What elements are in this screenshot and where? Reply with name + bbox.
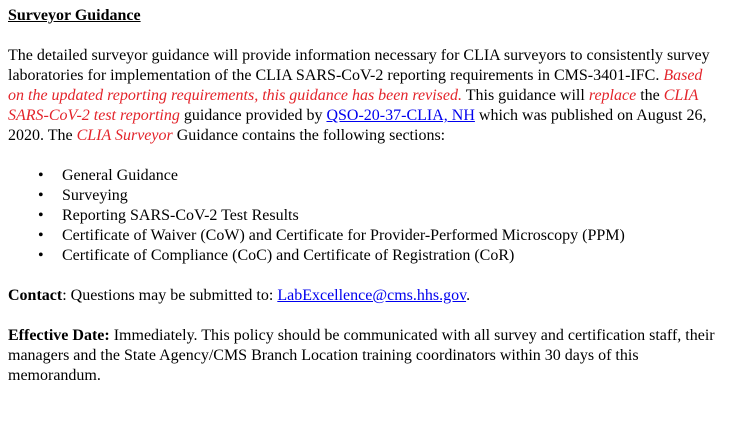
- intro-text-5: which was published on August 26, 2020. The: [8, 107, 707, 144]
- effective-date-paragraph: [8, 326, 721, 386]
- intro-text-6: Guidance contains the following sections:: [176, 127, 446, 144]
- intro-text-3: the: [640, 87, 660, 104]
- list-item-label: Reporting SARS-CoV-2 Test Results: [62, 207, 299, 224]
- contact-label: Contact: [8, 287, 63, 304]
- list-item-label: Certificate of Compliance (CoC) and Certificate of Registration (CoR): [62, 247, 515, 264]
- bullet-icon: •: [38, 187, 44, 204]
- list-item: [8, 246, 721, 266]
- list-item-label: Certificate of Waiver (CoW) and Certificate for Provider-Performed Microscopy (PPM): [62, 227, 625, 244]
- qso-memo-link[interactable]: QSO-20-37-CLIA, NH: [326, 107, 475, 124]
- bullet-icon: •: [38, 227, 44, 244]
- list-item: [8, 206, 721, 226]
- list-item: [8, 226, 721, 246]
- section-heading: Surveyor Guidance: [8, 7, 141, 24]
- revised-note: Based on the updated reporting requirements, this guidance has been revised.: [8, 67, 703, 104]
- list-item: [8, 186, 721, 206]
- bullet-icon: •: [38, 247, 44, 264]
- effective-date-label: Effective Date:: [8, 327, 110, 344]
- intro-text-4: guidance provided by: [183, 107, 323, 124]
- test-reporting-emphasis: CLIA SARS-CoV-2 test reporting: [8, 87, 699, 124]
- bullet-icon: •: [38, 207, 44, 224]
- list-item-label: General Guidance: [62, 167, 178, 184]
- intro-text-1: The detailed surveyor guidance will provide information necessary for CLIA surveyors to consistently survey laboratories for implementation of the CLIA SARS-CoV-2 reporting requirements in CMS-3401-IFC.: [8, 47, 710, 84]
- contact-paragraph: [8, 286, 721, 306]
- list-item-label: Surveying: [62, 187, 128, 204]
- bullet-icon: •: [38, 167, 44, 184]
- contact-end: .: [466, 287, 471, 304]
- contact-text: : Questions may be submitted to:: [62, 287, 274, 304]
- list-item: [8, 166, 721, 186]
- effective-date-text: Immediately. This policy should be communicated with all survey and certification staff, their managers and the State Agency/CMS Branch Location training coordinators within 30 days of this memorandum.: [8, 327, 715, 384]
- contact-email-link[interactable]: LabExcellence@cms.hhs.gov: [277, 287, 467, 304]
- clia-surveyor-emphasis: CLIA Surveyor: [76, 127, 173, 144]
- intro-paragraph: [8, 46, 721, 146]
- replace-emphasis: replace: [588, 87, 637, 104]
- intro-text-2: This guidance will: [465, 87, 585, 104]
- sections-list: [8, 166, 721, 266]
